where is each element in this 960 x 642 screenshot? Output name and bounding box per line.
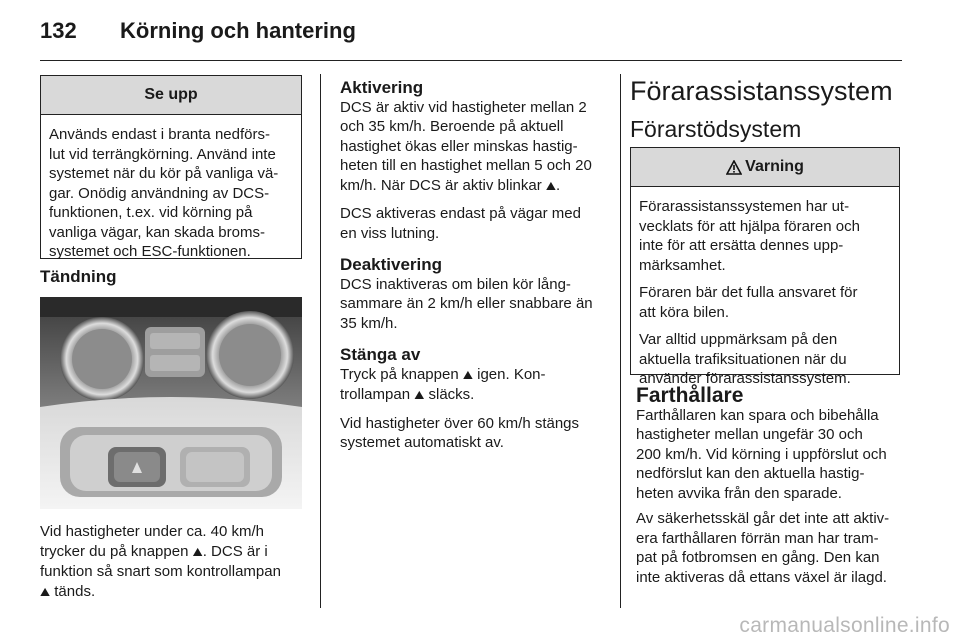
activation-line: en viss lutning. (340, 224, 440, 242)
activation-line: DCS är aktiv vid hastigheter mellan 2 (340, 98, 587, 116)
warning-line: Föraren bär det fulla ansvaret för (639, 284, 858, 301)
running-head: Körning och hantering (120, 18, 356, 43)
warning-line: inte för att ersätta dennes upp- (639, 237, 844, 254)
ignition-line-part: . DCS är i (202, 542, 268, 560)
switch-off-line: Vid hastigheter över 60 km/h stängs (340, 414, 580, 432)
cruise-line: Av säkerhetsskäl går det inte att aktiv- (636, 510, 890, 527)
warning-box (630, 147, 900, 387)
switch-off-line-part: trollampan (340, 386, 411, 403)
warning-line: att köra bilen. (639, 303, 730, 321)
activation-line-part: km/h. När DCS är aktiv blinkar (340, 176, 542, 194)
cruise-line: inte aktiveras då ettans växel är ilagd. (636, 568, 887, 586)
activation-line: hastighet ökas eller minskas hastig- (340, 137, 578, 155)
dashboard-photo (40, 297, 302, 509)
warning-line: aktuella trafiksituationen när du (639, 350, 847, 368)
warning-line: märksamhet. (639, 256, 726, 274)
warning-line: använder förarassistanssystem. (639, 370, 851, 387)
ignition-line (40, 542, 310, 563)
caution-line: Används endast i branta nedförs- (49, 126, 270, 143)
switch-off-line-part: igen. Kon- (477, 365, 546, 383)
warning-line: vecklats för att hjälpa föraren och (639, 217, 860, 235)
section-title: Förarassistanssystem (630, 76, 893, 106)
caution-line: systemet och ESC-funktionen. (49, 243, 251, 260)
warning-paragraph (639, 283, 893, 322)
deactivation-line: sammare än 2 km/h eller snabbare än (340, 295, 593, 312)
cruise-line: heten avvika från den sparade. (636, 484, 842, 502)
cruise-line: 200 km/h. Vid körning i uppförslut och (636, 445, 887, 463)
deactivation-line: 35 km/h. (340, 314, 398, 332)
warning-line: Förarassistanssystemen har ut- (639, 198, 850, 215)
caution-heading: Se upp (41, 76, 301, 115)
activation-line: och 35 km/h. Beroende på aktuell (340, 118, 564, 135)
cruise-line: Farthållaren kan spara och bibehålla (636, 406, 879, 424)
caution-box (40, 75, 302, 259)
switch-off-line-part: släcks. (428, 386, 475, 403)
column-middle (340, 78, 615, 453)
warning-paragraph (639, 197, 893, 275)
switch-off-line: systemet automatiskt av. (340, 434, 504, 451)
switch-off-heading: Stänga av (340, 345, 421, 364)
deactivation-heading: Deaktivering (340, 255, 443, 274)
activation-heading: Aktivering (340, 78, 424, 97)
header-rule (40, 60, 902, 61)
page-number: 132 (40, 18, 77, 43)
ignition-heading: Tändning (40, 267, 117, 286)
hill-descent-icon: ⛰ (545, 178, 556, 193)
activation-line: DCS aktiveras endast på vägar med (340, 205, 581, 222)
activation-line (340, 176, 615, 197)
activation-line-part: . (555, 176, 561, 194)
switch-off-line (340, 365, 615, 386)
watermark: carmanualsonline.info (739, 614, 950, 637)
warning-triangle-icon (726, 160, 742, 175)
section-subtitle: Förarstödsystem (630, 116, 802, 142)
ignition-text (40, 522, 310, 602)
cruise-heading: Farthållare (636, 384, 744, 407)
warning-heading: Varning (745, 158, 804, 175)
cruise-line: era farthållaren förrän man har tram- (636, 529, 879, 547)
ignition-line: funktion så snart som kontrollampan (40, 563, 281, 580)
ignition-line-part: trycker du på knappen (40, 542, 189, 560)
column-divider-left (320, 74, 321, 608)
caution-line: funktionen, t.ex. vid körning på (49, 204, 253, 221)
activation-line: heten till en hastighet mellan 5 och 20 (340, 157, 592, 174)
hill-descent-icon: ⛰ (414, 388, 425, 402)
cruise-line: pat på fotbromsen en gång. Den kan (636, 549, 880, 566)
ignition-line-part: tänds. (54, 582, 96, 600)
column-divider-right (620, 74, 621, 608)
caution-body (41, 115, 301, 266)
caution-line: lut vid terrängkörning. Använd inte (49, 145, 276, 163)
warning-body (631, 187, 899, 393)
caution-line: vanliga vägar, kan skada broms- (49, 223, 265, 241)
cruise-line: nedförslut kan den aktuella hastig- (636, 465, 865, 482)
ignition-line (40, 582, 310, 603)
cruise-control-section (636, 386, 916, 587)
caution-line: gar. Onödig användning av DCS- (49, 184, 270, 202)
warning-head (631, 148, 899, 187)
hill-descent-icon: ⛰ (40, 584, 51, 599)
switch-off-line (340, 385, 615, 406)
deactivation-line: DCS inaktiveras om bilen kör lång- (340, 275, 571, 293)
hill-descent-icon: ⛰ (462, 367, 473, 382)
ignition-line: Vid hastigheter under ca. 40 km/h (40, 523, 265, 540)
warning-paragraph (639, 330, 893, 389)
warning-line: Var alltid uppmärksam på den (639, 331, 838, 348)
switch-off-line-part: Tryck på knappen (340, 365, 459, 383)
cruise-line: hastigheter mellan ungefär 30 och (636, 426, 863, 443)
hill-descent-icon: ⛰ (192, 544, 203, 559)
caution-line: systemet när du kör på vanliga vä- (49, 165, 279, 182)
